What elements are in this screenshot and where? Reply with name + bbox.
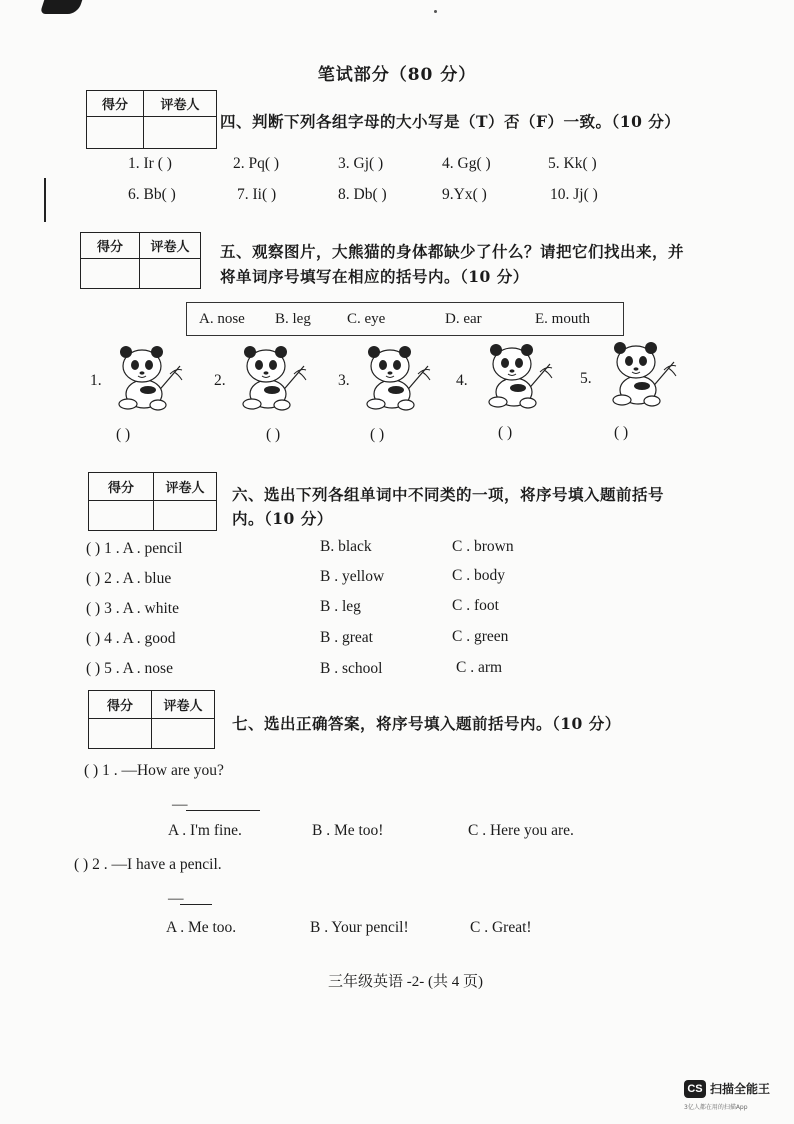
score-cell[interactable] <box>87 117 144 149</box>
q7-option: C . Great! <box>470 919 532 936</box>
score-label: 得分 <box>87 91 144 117</box>
panda-image <box>234 344 308 414</box>
score-label: 得分 <box>81 233 140 259</box>
word-option: A. nose <box>199 311 245 327</box>
q4-item: 5. Kk( ) <box>548 155 597 172</box>
cs-logo-icon: CS <box>684 1080 706 1098</box>
word-option: E. mouth <box>535 311 590 327</box>
q7-option: A . Me too. <box>166 919 237 936</box>
q6-option-b: B . yellow <box>320 568 385 585</box>
grader-cell[interactable] <box>144 117 217 149</box>
q4-item: 7. Ii( ) <box>237 186 277 203</box>
score-box-5 <box>80 232 201 289</box>
answer-paren[interactable]: ( ) <box>614 424 629 441</box>
answer-dash: — <box>168 890 184 907</box>
panda-number: 4. <box>456 372 468 389</box>
scanner-logo <box>684 1078 788 1118</box>
grader-label: 评卷人 <box>140 233 201 259</box>
score-cell[interactable] <box>89 501 154 531</box>
answer-paren[interactable]: ( ) <box>498 424 513 441</box>
scan-corner-mark <box>40 0 83 14</box>
answer-paren[interactable]: ( ) <box>370 426 385 443</box>
q4-item: 2. Pq( ) <box>233 155 280 172</box>
score-label: 得分 <box>89 473 154 501</box>
answer-paren[interactable]: ( ) <box>116 426 131 443</box>
question-7-title: 七、选出正确答案，将序号填入题前括号内。（10 分） <box>232 714 621 733</box>
score-cell[interactable] <box>81 259 140 289</box>
q4-item: 3. Gj( ) <box>338 155 384 172</box>
q6-item: ( ) 3 . A . white <box>86 600 179 617</box>
word-option: B. leg <box>275 311 311 327</box>
q6-option-c: C . foot <box>452 597 499 614</box>
answer-dash: — <box>172 796 188 813</box>
question-5-title-line1: 五、观察图片，大熊猫的身体都缺少了什么？请把它们找出来，并 <box>220 242 685 261</box>
q4-item: 6. Bb( ) <box>128 186 176 203</box>
q6-option-b: B . great <box>320 629 373 646</box>
q6-option-b: B. black <box>320 538 372 555</box>
question-5-title-line2: 将单词序号填写在相应的括号内。（10 分） <box>220 267 529 286</box>
score-cell[interactable] <box>89 719 152 749</box>
word-bank <box>186 302 624 336</box>
question-4-title: 四、判断下列各组字母的大小写是（T）否（F）一致。（10 分） <box>220 112 681 131</box>
q6-item: ( ) 5 . A . nose <box>86 660 173 677</box>
q4-item: 8. Db( ) <box>338 186 387 203</box>
grader-cell[interactable] <box>140 259 201 289</box>
question-6-title-line2: 内。（10 分） <box>232 509 333 528</box>
score-label: 得分 <box>89 691 152 719</box>
q6-option-b: B . school <box>320 660 383 677</box>
panda-image <box>110 344 184 414</box>
logo-name: 扫描全能王 <box>710 1082 771 1096</box>
grader-cell[interactable] <box>154 501 217 531</box>
answer-paren[interactable]: ( ) <box>266 426 281 443</box>
q7-option: C . Here you are. <box>468 822 574 839</box>
q7-item: ( ) 2 . —I have a pencil. <box>74 856 222 873</box>
q4-item: 4. Gg( ) <box>442 155 491 172</box>
q6-item: ( ) 4 . A . good <box>86 630 176 647</box>
q7-option: A . I'm fine. <box>168 822 242 839</box>
score-box-4 <box>86 90 217 149</box>
scan-dot <box>434 10 437 13</box>
q4-item: 1. Ir ( ) <box>128 155 172 172</box>
q6-option-c: C . body <box>452 567 505 584</box>
answer-line[interactable] <box>186 810 260 811</box>
q4-item: 10. Jj( ) <box>550 186 598 203</box>
score-box-7 <box>88 690 215 749</box>
page-footer: 三年级英语 -2- (共 4 页) <box>328 974 483 990</box>
section-title: 笔试部分（80 分） <box>317 65 477 85</box>
panda-number: 5. <box>580 370 592 387</box>
word-option: C. eye <box>347 311 386 327</box>
q7-item: ( ) 1 . —How are you? <box>84 762 224 779</box>
margin-mark <box>44 178 46 222</box>
panda-image <box>604 340 678 410</box>
q6-item: ( ) 2 . A . blue <box>86 570 172 587</box>
q7-option: B . Me too! <box>312 822 384 839</box>
q7-option: B . Your pencil! <box>310 919 409 936</box>
panda-number: 2. <box>214 372 226 389</box>
score-box-6 <box>88 472 217 531</box>
panda-image <box>480 342 554 412</box>
grader-label: 评卷人 <box>154 473 217 501</box>
grader-label: 评卷人 <box>152 691 215 719</box>
logo-tagline: 3亿人都在用的扫描App <box>684 1104 748 1111</box>
q6-item: ( ) 1 . A . pencil <box>86 540 183 557</box>
q4-item: 9.Yx( ) <box>442 186 487 203</box>
q6-option-c: C . arm <box>456 659 503 676</box>
grader-label: 评卷人 <box>144 91 217 117</box>
answer-line[interactable] <box>180 904 212 905</box>
question-6-title-line1: 六、选出下列各组单词中不同类的一项，将序号填入题前括号 <box>232 485 665 504</box>
grader-cell[interactable] <box>152 719 215 749</box>
q6-option-c: C . green <box>452 628 509 645</box>
panda-number: 1. <box>90 372 102 389</box>
q6-option-b: B . leg <box>320 598 361 615</box>
q6-option-c: C . brown <box>452 538 514 555</box>
panda-number: 3. <box>338 372 350 389</box>
panda-image <box>358 344 432 414</box>
word-option: D. ear <box>445 311 482 327</box>
